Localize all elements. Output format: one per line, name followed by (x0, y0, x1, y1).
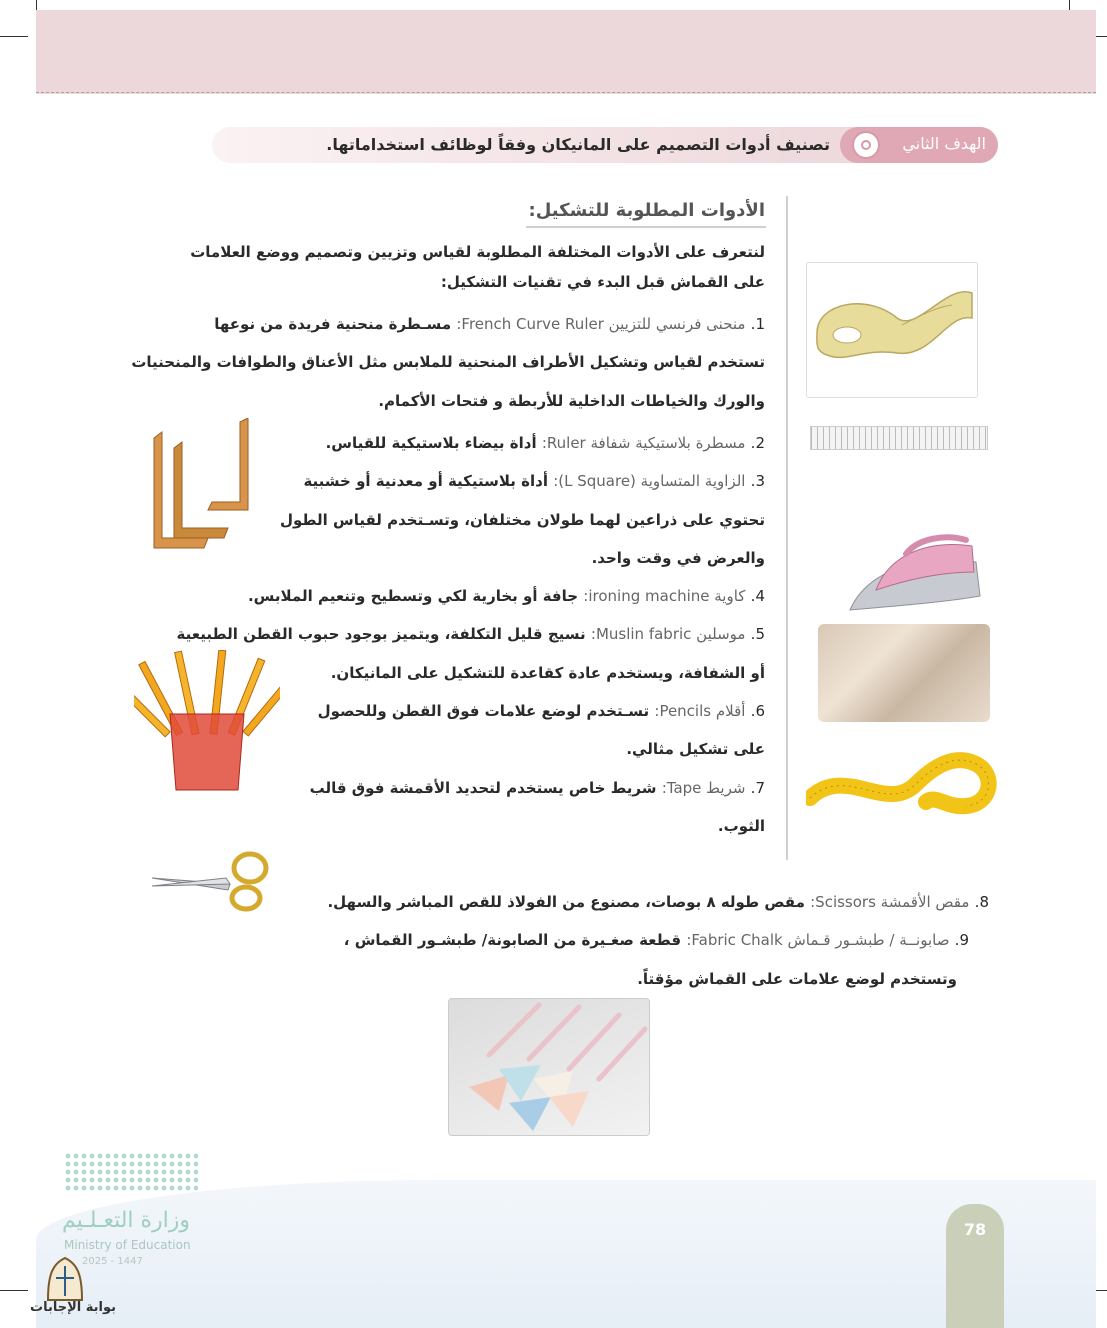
intro-line-2: على القماش قبل البدء في تقنيات التشكيل: (440, 273, 765, 291)
goal-banner (212, 127, 998, 163)
fabric-chalk-image (448, 998, 650, 1136)
intro-line-1: لنتعرف على الأدوات المختلفة المطلوبة لقياس وتزيين وتصميم ووضع العلامات (190, 243, 765, 261)
item-term: كاوية ironing machine: (583, 587, 746, 605)
item-term: أقلام Pencils: (654, 702, 746, 720)
item-desc-line: تحتوي على ذراعين لهما طولان مختلفان، وتسـتخدم لقياس الطول (279, 511, 765, 529)
measuring-tape-icon (806, 744, 1000, 824)
french-curve-image (806, 262, 978, 398)
item-desc-line: والعرض في وقت واحد. (591, 549, 765, 567)
item-desc: مقص طوله ٨ بوصات، مصنوع من الفولاذ للقص المباشر والسهل. (327, 893, 805, 911)
item-desc-line: الثوب. (717, 817, 765, 835)
item-term: صابونــة / طبشـور قـماش Fabric Chalk: (686, 931, 950, 949)
crop-mark (0, 1290, 28, 1291)
item-l-square (303, 472, 765, 490)
item-term: الزاوية المتساوية (L Square): (553, 472, 746, 490)
item-desc-line: أو الشفافة، ويستخدم عادة كقاعدة للتشكيل على المانيكان. (330, 664, 765, 682)
column-divider (786, 196, 788, 860)
page-number: 78 (963, 1220, 987, 1239)
portal-watermark: بوابة الإجابات (30, 1300, 116, 1315)
item-number: 2. (750, 434, 765, 452)
item-scissors (327, 893, 989, 911)
item-desc: مسـطرة منحنية فريدة من نوعها (214, 315, 452, 333)
item-number: 1. (750, 315, 765, 333)
item-desc: جافة أو بخارية لكي وتسطيح وتنعيم الملابس. (247, 587, 579, 605)
item-desc: قطعة صغـيرة من الصابونة/ طبشـور القماش ، (343, 931, 682, 949)
crop-mark (0, 36, 28, 37)
goal-badge-label: الهدف الثاني (902, 134, 986, 153)
item-term: مسطرة بلاستيكية شفافة Ruler: (541, 434, 746, 452)
item-desc: أداة بلاستيكية أو معدنية أو خشبية (303, 472, 548, 490)
item-term: موسلين Muslin fabric: (590, 625, 746, 643)
ruler-image (810, 426, 988, 450)
section-title: الأدوات المطلوبة للتشكيل: (528, 200, 765, 221)
item-desc-line: وتستخدم لوضع علامات على القماش مؤقتاً. (637, 970, 957, 988)
item-desc: تسـتخدم لوضع علامات فوق القطن وللحصول (317, 702, 650, 720)
ministry-name-en: Ministry of Education (64, 1238, 191, 1252)
item-desc-line: على تشكيل مثالي. (626, 740, 765, 758)
item-chalk (344, 931, 969, 949)
french-curve-icon (807, 263, 977, 397)
item-ruler (326, 434, 765, 452)
item-muslin (177, 625, 765, 643)
portal-logo-icon (44, 1256, 86, 1302)
footer-band (36, 1180, 1096, 1328)
chalk-icon (449, 999, 649, 1135)
item-number: 7. (750, 779, 765, 797)
item-french-curve (214, 315, 765, 333)
item-desc: أداة بيضاء بلاستيكية للقياس. (325, 434, 537, 452)
item-desc: شريط خاص يستخدم لتحديد الأقمشة فوق قالب (309, 779, 657, 797)
iron-icon (846, 532, 986, 616)
ministry-logo-dots (64, 1152, 198, 1192)
item-iron (248, 587, 765, 605)
ministry-years: 2025 - 1447 (82, 1256, 143, 1267)
muslin-fabric-image (818, 624, 990, 722)
item-number: 6. (750, 702, 765, 720)
ministry-name-ar: وزارة التعـلـيم (62, 1208, 191, 1233)
item-number: 8. (974, 893, 989, 911)
item-pencils (318, 702, 765, 720)
item-number: 5. (750, 625, 765, 643)
item-number: 9. (954, 931, 969, 949)
dashed-divider (36, 92, 1096, 93)
item-number: 4. (750, 587, 765, 605)
item-desc-line: والورك والخياطات الداخلية للأربطة و فتحات الأكمام. (378, 392, 765, 410)
scissors-icon (150, 848, 274, 914)
item-term: شريط Tape: (661, 779, 746, 797)
target-icon (852, 131, 880, 159)
header-band (36, 10, 1096, 94)
item-term: منحنى فرنسي للتزيين French Curve Ruler: (456, 315, 746, 333)
title-underline (526, 226, 766, 228)
item-desc: نسيج قليل التكلفة، ويتميز بوجود حبوب القطن الطبيعية (176, 625, 586, 643)
l-square-icon (148, 418, 258, 560)
item-term: مقص الأقمشة Scissors: (810, 893, 970, 911)
pencil-cup-icon (134, 650, 280, 794)
item-desc-line: تستخدم لقياس وتشكيل الأطراف المنحنية للملابس مثل الأعناق والطوافات والمنحنيات (131, 353, 765, 371)
item-number: 3. (750, 472, 765, 490)
goal-text: تصنيف أدوات التصميم على المانيكان وفقاً لوظائف استخداماتها. (326, 135, 830, 154)
item-tape (310, 779, 765, 797)
